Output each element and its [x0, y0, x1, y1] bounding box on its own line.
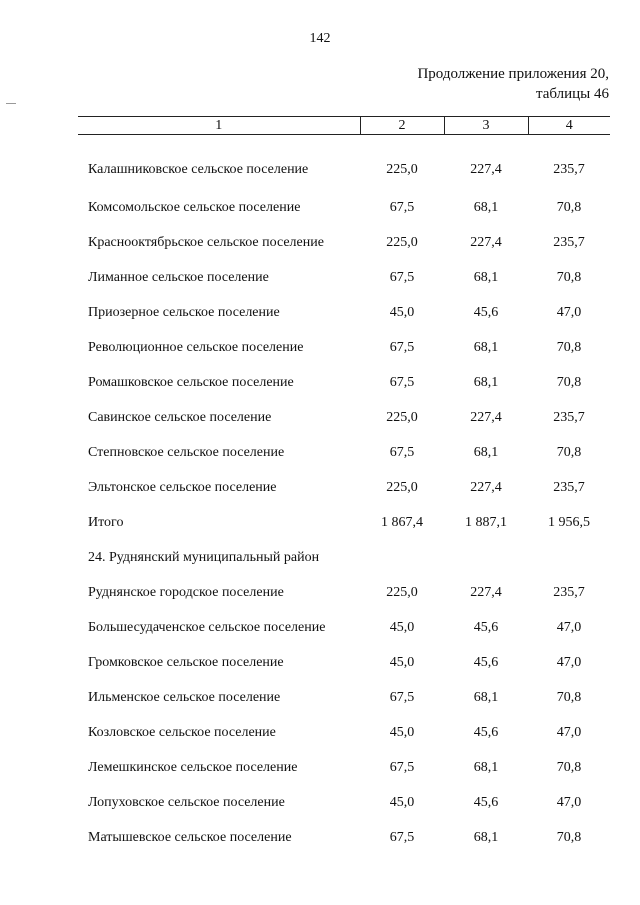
- settlement-name: Лиманное сельское поселение: [88, 270, 269, 285]
- table-row: [78, 135, 610, 191]
- table-row: [78, 191, 610, 226]
- value-col-4: 1 956,5: [548, 515, 590, 530]
- value-col-2: 45,0: [389, 305, 415, 320]
- table-row: [78, 611, 610, 646]
- column-header-2: 2: [360, 117, 444, 135]
- value-col-4: 70,8: [556, 690, 582, 705]
- value-col-2: 45,0: [389, 795, 415, 810]
- settlement-name: Громковское сельское поселение: [88, 655, 284, 670]
- value-col-4: 47,0: [556, 725, 582, 740]
- value-col-4: 47,0: [556, 305, 582, 320]
- value-col-4: 47,0: [556, 620, 582, 635]
- value-col-3: 227,4: [470, 585, 502, 600]
- settlement-name: Ильменское сельское поселение: [88, 690, 281, 705]
- section-row: [78, 541, 610, 576]
- table-row: [78, 786, 610, 821]
- page-number: 142: [309, 31, 331, 46]
- table-body: [78, 135, 610, 856]
- value-col-2: 45,0: [389, 655, 415, 670]
- settlement-name: Эльтонское сельское поселение: [88, 480, 277, 495]
- value-col-3: 68,1: [473, 200, 499, 215]
- table-row: [78, 716, 610, 751]
- value-col-4: 70,8: [556, 340, 582, 355]
- value-col-2: 67,5: [389, 270, 415, 285]
- value-col-4: 235,7: [553, 410, 585, 425]
- value-col-2: 45,0: [389, 725, 415, 740]
- table-row: [78, 576, 610, 611]
- empty-cell: [444, 541, 528, 576]
- value-col-4: 235,7: [553, 161, 585, 177]
- settlement-name: Руднянское городское поселение: [88, 585, 284, 600]
- value-col-2: 1 867,4: [381, 515, 423, 530]
- value-col-4: 47,0: [556, 655, 582, 670]
- empty-cell: [360, 541, 444, 576]
- value-col-3: 68,1: [473, 340, 499, 355]
- value-col-2: 67,5: [389, 830, 415, 845]
- settlement-name: Калашниковское сельское поселение: [88, 161, 309, 177]
- value-col-2: 67,5: [389, 760, 415, 775]
- section-title: 24. Руднянский муниципальный район: [88, 550, 320, 565]
- value-col-4: 70,8: [556, 200, 582, 215]
- value-col-3: 227,4: [470, 235, 502, 250]
- table-row: [78, 821, 610, 856]
- value-col-3: 68,1: [473, 760, 499, 775]
- value-col-3: 68,1: [473, 690, 499, 705]
- allocation-table: [78, 116, 610, 856]
- settlement-name: Козловское сельское поселение: [88, 725, 276, 740]
- value-col-2: 225,0: [386, 161, 418, 177]
- column-header-1: 1: [78, 117, 360, 135]
- table-row: [78, 471, 610, 506]
- value-col-4: 235,7: [553, 480, 585, 495]
- value-col-3: 68,1: [473, 375, 499, 390]
- value-col-4: 70,8: [556, 760, 582, 775]
- table-row: [78, 261, 610, 296]
- settlement-name: Краснооктябрьское сельское поселение: [88, 235, 324, 250]
- value-col-4: 47,0: [556, 795, 582, 810]
- settlement-name: Ромашковское сельское поселение: [88, 375, 294, 390]
- value-col-3: 45,6: [473, 305, 499, 320]
- value-col-3: 227,4: [470, 161, 502, 177]
- table-row: [78, 226, 610, 261]
- settlement-name: Степновское сельское поселение: [88, 445, 285, 460]
- value-col-3: 45,6: [473, 655, 499, 670]
- total-row: [78, 506, 610, 541]
- table-row: [78, 366, 610, 401]
- settlement-name: Революционное сельское поселение: [88, 340, 304, 355]
- value-col-2: 67,5: [389, 445, 415, 460]
- column-header-3: 3: [444, 117, 528, 135]
- value-col-4: 235,7: [553, 235, 585, 250]
- table-row: [78, 331, 610, 366]
- value-col-2: 67,5: [389, 200, 415, 215]
- value-col-4: 70,8: [556, 270, 582, 285]
- value-col-2: 225,0: [386, 480, 418, 495]
- table-row: [78, 436, 610, 471]
- value-col-3: 227,4: [470, 480, 502, 495]
- settlement-name: Лемешкинское сельское поселение: [88, 760, 298, 775]
- value-col-2: 67,5: [389, 690, 415, 705]
- value-col-3: 45,6: [473, 725, 499, 740]
- value-col-4: 235,7: [553, 585, 585, 600]
- settlement-name: Матышевское сельское поселение: [88, 830, 292, 845]
- value-col-3: 68,1: [473, 445, 499, 460]
- table-row: [78, 401, 610, 436]
- settlement-name: Приозерное сельское поселение: [88, 305, 280, 320]
- value-col-3: 227,4: [470, 410, 502, 425]
- settlement-name: Итого: [88, 515, 124, 530]
- continuation-line-1: Продолжение приложения 20,: [417, 66, 609, 82]
- value-col-4: 70,8: [556, 375, 582, 390]
- continuation-note: [417, 64, 609, 104]
- value-col-3: 45,6: [473, 795, 499, 810]
- settlement-name: Большесудаченское сельское поселение: [88, 620, 326, 635]
- table-row: [78, 646, 610, 681]
- continuation-line-2: таблицы 46: [535, 86, 609, 102]
- settlement-name: Комсомольское сельское поселение: [88, 200, 301, 215]
- table-header-row: [78, 117, 610, 135]
- value-col-3: 68,1: [473, 270, 499, 285]
- table-row: [78, 296, 610, 331]
- table-row: [78, 681, 610, 716]
- value-col-3: 45,6: [473, 620, 499, 635]
- value-col-3: 68,1: [473, 830, 499, 845]
- value-col-4: 70,8: [556, 830, 582, 845]
- settlement-name: Савинское сельское поселение: [88, 410, 272, 425]
- value-col-2: 225,0: [386, 585, 418, 600]
- settlement-name: Лопуховское сельское поселение: [88, 795, 285, 810]
- table-row: [78, 751, 610, 786]
- value-col-2: 45,0: [389, 620, 415, 635]
- value-col-2: 225,0: [386, 410, 418, 425]
- margin-mark: [6, 103, 16, 104]
- value-col-2: 225,0: [386, 235, 418, 250]
- value-col-3: 1 887,1: [465, 515, 507, 530]
- value-col-4: 70,8: [556, 445, 582, 460]
- empty-cell: [528, 541, 610, 576]
- column-header-4: 4: [528, 117, 610, 135]
- value-col-2: 67,5: [389, 340, 415, 355]
- value-col-2: 67,5: [389, 375, 415, 390]
